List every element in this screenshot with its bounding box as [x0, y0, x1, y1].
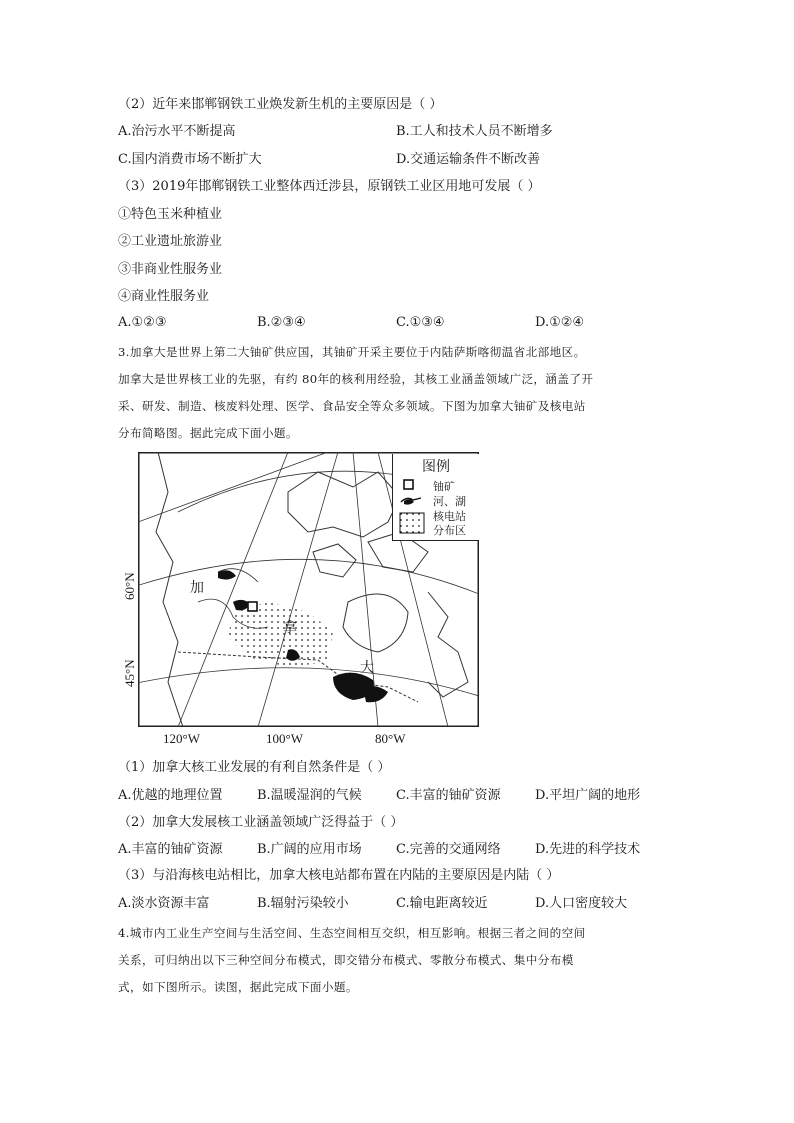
river-lake-icon: [399, 494, 423, 508]
lat-label-45: 45°N: [122, 659, 137, 687]
paragraph-line: 4.城市内工业生产空间与生活空间、生态空间相互交织，相互影响。根据三者之间的空间: [118, 926, 586, 940]
lat-label-60: 60°N: [122, 572, 137, 600]
option-b: B.温暖湿润的气候: [257, 788, 362, 803]
option-d: D.①②④: [535, 315, 585, 330]
paragraph-line: 3.加拿大是世界上第二大铀矿供应国，其铀矿开采主要位于内陆萨斯喀彻温省北部地区。: [118, 345, 586, 359]
uranium-icon: [402, 478, 416, 492]
lon-label-100: 100°W: [266, 731, 303, 746]
option-d: D.先进的科学技术: [535, 842, 641, 857]
map-label-jia: 加: [190, 580, 204, 596]
option-b: B.辐射污染较小: [257, 896, 349, 911]
paragraph-line: 采、研发、制造、核废料处理、医学、食品安全等众多领域。下图为加拿大铀矿及核电站: [118, 399, 586, 413]
option-d: D.交通运输条件不断改善: [396, 152, 541, 167]
paragraph-line: 关系，可归纳出以下三种空间分布模式，即交错分布模式、零散分布模式、集中分布模: [118, 953, 574, 967]
map-label-da: 大: [360, 660, 374, 676]
option-c: C.国内消费市场不断扩大: [118, 152, 262, 167]
nuclear-area-icon: [399, 512, 425, 534]
option-a: A.治污水平不断提高: [118, 124, 236, 139]
option-c: C.完善的交通网络: [396, 842, 501, 857]
lon-label-120: 120°W: [163, 731, 200, 746]
legend-nuclear-label-2: 分布区: [433, 524, 466, 537]
question-stem: （2）近年来邯郸钢铁工业焕发新生机的主要原因是（ ）: [118, 97, 443, 112]
legend-nuclear-label-1: 核电站: [433, 510, 466, 523]
option-c: C.丰富的铀矿资源: [396, 788, 501, 803]
legend-title: 图例: [422, 459, 450, 475]
question-stem: （3）2019年邯郸钢铁工业整体西迁涉县，原钢铁工业区用地可发展（ ）: [118, 179, 541, 194]
paragraph-line: 式，如下图所示。读图，据此完成下面小题。: [118, 980, 358, 994]
map-label-na: 拿: [283, 620, 297, 636]
option-c: C.①③④: [396, 315, 445, 330]
lon-label-80: 80°W: [375, 731, 406, 746]
option-a: A.①②③: [118, 315, 167, 330]
option-b: B.广阔的应用市场: [257, 842, 362, 857]
question-stem: （2）加拿大发展核工业涵盖领域广泛得益于（ ）: [118, 815, 404, 830]
list-item: ④商业性服务业: [118, 289, 210, 304]
list-item: ③非商业性服务业: [118, 262, 223, 277]
question-stem: （3）与沿海核电站相比，加拿大核电站都布置在内陆的主要原因是内陆（ ）: [118, 868, 560, 883]
option-a: A.丰富的铀矿资源: [118, 842, 223, 857]
option-b: B.②③④: [257, 315, 306, 330]
legend-uranium-label: 铀矿: [433, 480, 455, 493]
list-item: ②工业遗址旅游业: [118, 234, 223, 249]
option-c: C.输电距离较近: [396, 896, 488, 911]
list-item: ①特色玉米种植业: [118, 207, 223, 222]
legend-water-label: 河、湖: [433, 495, 466, 508]
paragraph-line: 分布简略图。据此完成下面小题。: [118, 426, 298, 440]
paragraph-line: 加拿大是世界核工业的先驱，有约 80年的核利用经验，其核工业涵盖领域广泛，涵盖了开: [118, 372, 594, 386]
question-stem: （1）加拿大核工业发展的有利自然条件是（ ）: [118, 760, 391, 775]
option-b: B.工人和技术人员不断增多: [396, 124, 553, 139]
option-d: D.平坦广阔的地形: [535, 788, 641, 803]
option-d: D.人口密度较大: [535, 896, 628, 911]
option-a: A.淡水资源丰富: [118, 896, 210, 911]
option-a: A.优越的地理位置: [118, 788, 223, 803]
map-legend: [392, 454, 479, 541]
